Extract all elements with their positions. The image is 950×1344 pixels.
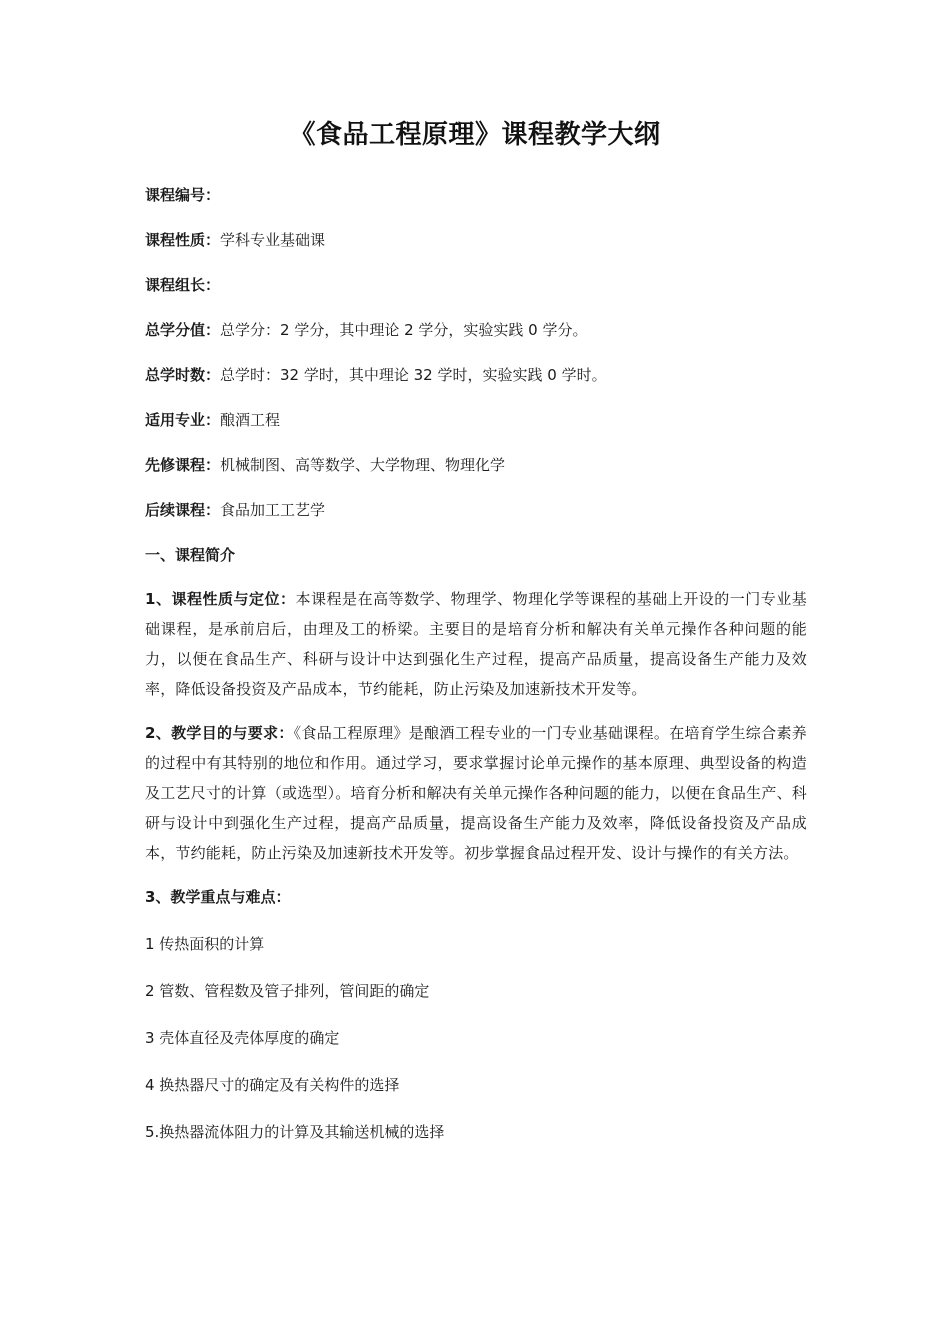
- paragraph-lead: 2、教学目的与要求：: [145, 724, 294, 742]
- field-label: 后续课程：: [145, 501, 221, 519]
- paragraph-lead: 1、课程性质与定位：: [145, 590, 296, 608]
- list-item: 4 换热器尺寸的确定及有关构件的选择: [145, 1076, 400, 1094]
- field-label: 总学分值：: [145, 321, 221, 339]
- field-label: 课程编号：: [145, 186, 221, 204]
- field-course-leader: [145, 270, 807, 300]
- field-prerequisites: [145, 450, 807, 480]
- section-heading-course-intro: 一、课程简介: [145, 546, 236, 564]
- field-value: 总学时：32 学时，其中理论 32 学时，实验实践 0 学时。: [220, 366, 607, 384]
- field-course-nature: [145, 225, 807, 255]
- field-follow-up-courses: [145, 495, 807, 525]
- paragraph-teaching-goals: [145, 718, 807, 868]
- sub-heading-key-points: 3、教学重点与难点：: [145, 888, 291, 906]
- document-body: [145, 180, 807, 1164]
- field-value: 总学分：2 学分，其中理论 2 学分，实验实践 0 学分。: [220, 321, 588, 339]
- field-course-code: [145, 180, 807, 210]
- list-item: 5.换热器流体阻力的计算及其输送机械的选择: [145, 1123, 445, 1141]
- paragraph-text: 《食品工程原理》是酿酒工程专业的一门专业基础课程。在培育学生综合素养的过程中有其特别的地位和作用。通过学习，要求掌握讨论单元操作的基本原理、典型设备的构造及工艺尺寸的计算（或选型）。培育分析和解决有关单元操作各种问题的能力，以便在食品生产、科研与设计中到强化生产过程，提高产品质量，提高设备生产能力及效率，降低设备投资及产品成本，节约能耗，防止污染及加速新技术开发等。初步掌握食品过程开发、设计与操作的有关方法。: [145, 724, 807, 862]
- field-label: 总学时数：: [145, 366, 221, 384]
- paragraph-text: 本课程是在高等数学、物理学、物理化学等课程的基础上开设的一门专业基础课程，是承前启后，由理及工的桥梁。主要目的是培育分析和解决有关单元操作各种问题的能力，以便在食品生产、科研与设计中达到强化生产过程，提高产品质量，提高设备生产能力及效率，降低设备投资及产品成本，节约能耗，防止污染及加速新技术开发等。: [145, 590, 807, 698]
- field-label: 课程组长：: [145, 276, 221, 294]
- field-total-hours: [145, 360, 807, 390]
- field-label: 适用专业：: [145, 411, 221, 429]
- field-label: 课程性质：: [145, 231, 221, 249]
- field-value: 学科专业基础课: [220, 231, 326, 249]
- field-value: 酿酒工程: [220, 411, 281, 429]
- field-applicable-major: [145, 405, 807, 435]
- field-value: 食品加工工艺学: [220, 501, 326, 519]
- field-total-credits: [145, 315, 807, 345]
- field-label: 先修课程：: [145, 456, 221, 474]
- paragraph-course-positioning: [145, 584, 807, 704]
- list-item: 2 管数、管程数及管子排列，管间距的确定: [145, 982, 430, 1000]
- list-item: 3 壳体直径及壳体厚度的确定: [145, 1029, 340, 1047]
- list-item: 1 传热面积的计算: [145, 935, 265, 953]
- document-title: 《食品工程原理》课程教学大纲: [289, 120, 661, 150]
- field-value: 机械制图、高等数学、大学物理、物理化学: [220, 456, 506, 474]
